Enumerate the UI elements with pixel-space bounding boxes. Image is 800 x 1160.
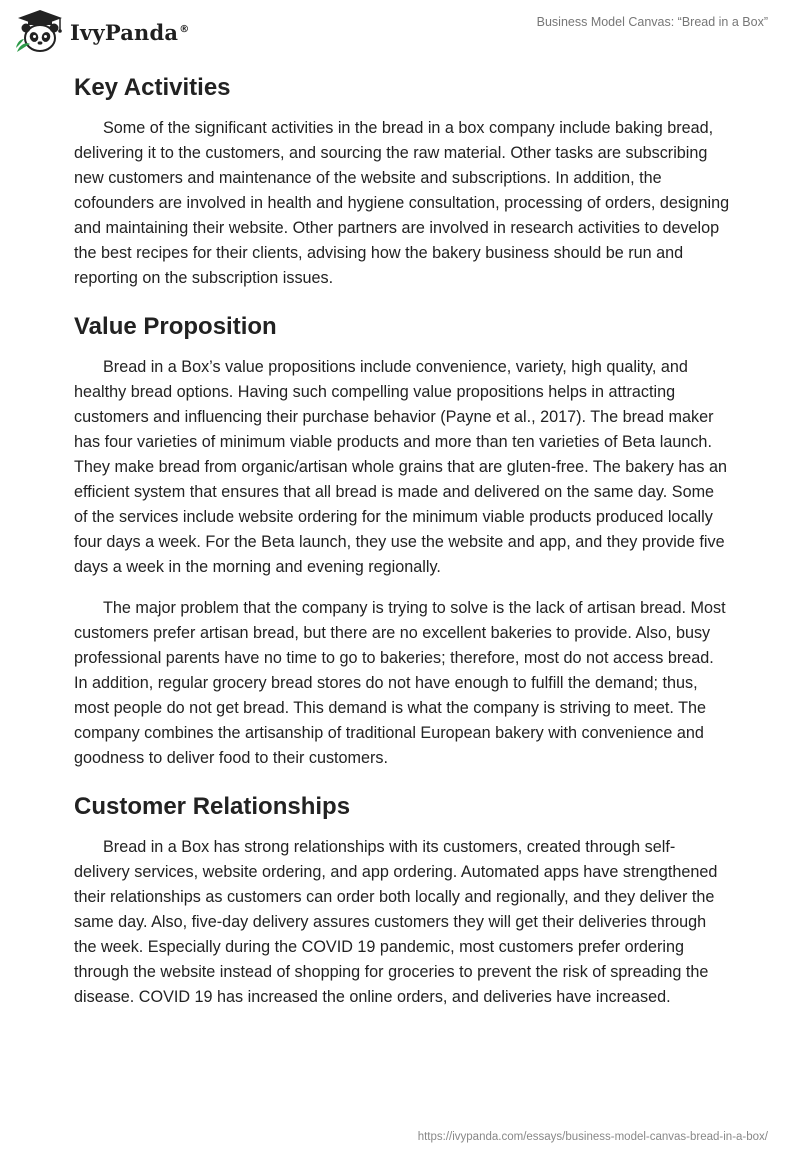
paragraph: Bread in a Box has strong relationships with its customers, created through self-delivery services, website ordering, and app ordering. Automated apps have strengthened their relationships as customers can order both locally and regionally, and they deliver the same day. Also, five-day delivery assures customers they will get their deliveries through the week. Especially during the COVID 19 pandemic, most customers prefer ordering through the website instead of shopping for groceries to prevent the risk of spreading the disease. COVID 19 has increased the online orders, and deliveries have increased. [74,838,718,1006]
paragraph: Some of the significant activities in the bread in a box company include baking bread, delivering it to the customers, and sourcing the raw material. Other tasks are subscribing new customers and maintenance of the website and subscriptions. In addition, the cofounders are involved in health and hygiene consultation, processing of orders, designing and maintaining their website. Other partners are involved in research activities to develop the best recipes for their clients, advising how the bakery business should be run and reporting on the subscription issues. [74,119,730,287]
source-url-link[interactable]: https://ivypanda.com/essays/business-model-canvas-bread-in-a-box/ [417,1131,768,1143]
paragraph: Bread in a Box’s value propositions include convenience, variety, high quality, and healthy bread options. Having such compelling value propositions helps in attracting customers and influencing their purchase behavior (Payne et al., 2017). The bread maker has four varieties of minimum viable products and more than ten varieties of Beta launch. They make bread from organic/artisan whole grains that are gluten-free. The bakery has an efficient system that ensures that all bread is made and delivered on the same day. Some of the services include website ordering for the minimum viable products produced locally four days a week. For the Beta launch, they use the website and app, and they provide five days a week in the morning and evening regionally. [74,358,727,576]
logo-registered-mark: ® [179,23,190,35]
logo-text: IvyPanda [70,19,179,45]
logo-wordmark [70,20,189,45]
section-value-proposition [74,309,730,771]
section-heading: Value Proposition [74,313,277,340]
section-heading: Key Activities [74,74,231,101]
panda-graduate-icon [14,8,66,54]
essay-content [74,70,730,1022]
paragraph: The major problem that the company is trying to solve is the lack of artisan bread. Most customers prefer artisan bread, but there are no excellent bakeries to provide. Also, busy professional parents have no time to go to bakeries; therefore, most do not access bread. In addition, regular grocery bread stores do not have enough to fulfill the demand; thus, most people do not get bread. This demand is what the company is striving to meet. The company combines the artisanship of traditional European bakery with convenience and goodness to deliver food to their customers. [74,599,726,767]
section-customer-relationships [74,789,730,1010]
ivypanda-logo[interactable] [14,8,189,54]
section-heading: Customer Relationships [74,793,351,820]
document-title: Business Model Canvas: “Bread in a Box” [536,15,768,29]
page-header [0,0,800,66]
section-key-activities [74,70,730,291]
